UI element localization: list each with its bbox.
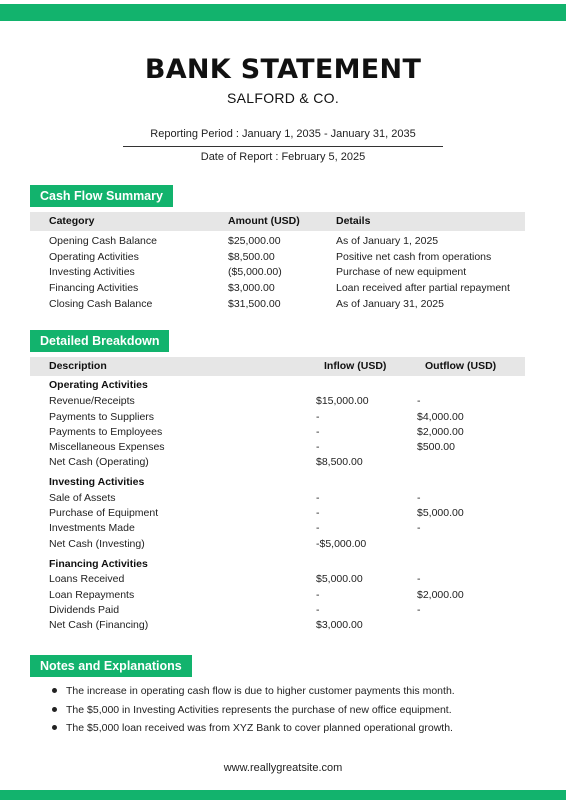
breakdown-table-header xyxy=(30,357,525,376)
breakdown-col-inflow: Inflow (USD) xyxy=(324,360,387,372)
summary-amount: ($5,000.00) xyxy=(228,266,282,278)
table-row xyxy=(30,234,525,249)
note-text: The $5,000 in Investing Activities represents the purchase of new office equipment. xyxy=(66,703,452,716)
summary-amount: $3,000.00 xyxy=(228,282,275,294)
breakdown-inflow: -$5,000.00 xyxy=(316,537,367,550)
table-row xyxy=(30,537,525,552)
note-text: The increase in operating cash flow is due to higher customer payments this month. xyxy=(66,685,455,697)
table-row xyxy=(30,297,525,312)
breakdown-outflow: $4,000.00 xyxy=(417,410,464,423)
breakdown-description: Loan Repayments xyxy=(49,588,135,601)
group-title-financing: Financing Activities xyxy=(49,558,148,570)
table-row xyxy=(30,250,525,265)
breakdown-description: Sale of Assets xyxy=(49,491,116,504)
summary-category: Opening Cash Balance xyxy=(49,235,157,247)
table-row xyxy=(30,618,525,633)
summary-category: Closing Cash Balance xyxy=(49,298,153,310)
table-row xyxy=(30,572,525,587)
breakdown-description: Net Cash (Operating) xyxy=(49,456,149,468)
list-item xyxy=(50,703,530,722)
footer-website: www.reallygreatsite.com xyxy=(223,762,343,774)
table-row xyxy=(30,281,525,296)
summary-col-details: Details xyxy=(336,215,371,227)
breakdown-description: Net Cash (Financing) xyxy=(49,619,149,631)
breakdown-outflow: - xyxy=(417,522,421,534)
breakdown-description: Payments to Suppliers xyxy=(49,410,155,423)
bullet-icon xyxy=(52,688,57,693)
reporting-period: Reporting Period : January 1, 2035 - January 31, 2035 xyxy=(150,128,416,140)
summary-amount: $31,500.00 xyxy=(228,298,281,310)
summary-col-category: Category xyxy=(49,215,95,227)
table-row xyxy=(30,425,525,440)
breakdown-inflow: $8,500.00 xyxy=(316,456,363,468)
list-item xyxy=(50,721,530,740)
breakdown-description: Net Cash (Investing) xyxy=(49,537,145,550)
breakdown-inflow: $15,000.00 xyxy=(316,395,369,407)
header-divider xyxy=(123,146,443,147)
breakdown-inflow: - xyxy=(316,507,320,519)
notes-list xyxy=(50,684,530,740)
section-title-notes: Notes and Explanations xyxy=(30,655,192,677)
table-row xyxy=(30,521,525,536)
summary-details: As of January 31, 2025 xyxy=(336,298,444,310)
breakdown-outflow: $5,000.00 xyxy=(417,507,464,519)
summary-amount: $25,000.00 xyxy=(228,235,281,247)
breakdown-inflow: $5,000.00 xyxy=(316,573,363,585)
company-name: SALFORD & CO. xyxy=(226,90,340,106)
table-row xyxy=(30,440,525,455)
breakdown-col-outflow: Outflow (USD) xyxy=(425,360,497,372)
breakdown-inflow: - xyxy=(316,522,320,534)
summary-details: Loan received after partial repayment xyxy=(336,282,510,294)
breakdown-description: Revenue/Receipts xyxy=(49,395,135,407)
group-title-investing: Investing Activities xyxy=(49,476,145,488)
section-title-cash-flow-summary: Cash Flow Summary xyxy=(30,185,173,207)
breakdown-col-description: Description xyxy=(49,360,107,372)
breakdown-inflow: - xyxy=(316,603,320,616)
section-title-detailed-breakdown: Detailed Breakdown xyxy=(30,330,169,352)
breakdown-description: Payments to Employees xyxy=(49,426,163,438)
breakdown-outflow: - xyxy=(417,603,421,616)
table-row xyxy=(30,455,525,470)
breakdown-outflow: - xyxy=(417,491,421,504)
breakdown-inflow: - xyxy=(316,426,320,438)
breakdown-description: Loans Received xyxy=(49,573,125,585)
breakdown-inflow: $3,000.00 xyxy=(316,619,363,631)
report-date: Date of Report : February 5, 2025 xyxy=(200,151,366,163)
summary-table-header xyxy=(30,212,525,231)
table-row xyxy=(30,394,525,409)
breakdown-inflow: - xyxy=(316,441,320,453)
table-row xyxy=(30,265,525,280)
table-row xyxy=(30,588,525,603)
breakdown-description: Purchase of Equipment xyxy=(49,507,159,519)
summary-details: Positive net cash from operations xyxy=(336,250,492,263)
list-item xyxy=(50,684,530,703)
breakdown-description: Investments Made xyxy=(49,522,135,534)
table-row xyxy=(30,506,525,521)
note-text: The $5,000 loan received was from XYZ Bank to cover planned operational growth. xyxy=(66,722,453,734)
breakdown-outflow: $500.00 xyxy=(417,441,455,453)
breakdown-description: Miscellaneous Expenses xyxy=(49,441,165,453)
breakdown-inflow: - xyxy=(316,410,320,423)
breakdown-outflow: - xyxy=(417,573,421,585)
breakdown-inflow: - xyxy=(316,491,320,504)
breakdown-outflow: $2,000.00 xyxy=(417,588,464,601)
bullet-icon xyxy=(52,725,57,730)
table-row xyxy=(30,603,525,618)
summary-category: Operating Activities xyxy=(49,250,139,263)
summary-details: As of January 1, 2025 xyxy=(336,235,439,247)
summary-category: Financing Activities xyxy=(49,282,139,294)
top-accent-bar xyxy=(0,4,566,21)
summary-col-amount: Amount (USD) xyxy=(228,215,300,227)
summary-amount: $8,500.00 xyxy=(228,250,275,263)
breakdown-inflow: - xyxy=(316,588,320,601)
breakdown-outflow: $2,000.00 xyxy=(417,426,464,438)
breakdown-outflow: - xyxy=(417,395,421,407)
table-row xyxy=(30,410,525,425)
summary-details: Purchase of new equipment xyxy=(336,266,467,278)
breakdown-description: Dividends Paid xyxy=(49,603,120,616)
table-row xyxy=(30,491,525,506)
bottom-accent-bar xyxy=(0,790,566,800)
bullet-icon xyxy=(52,707,57,712)
document-title: BANK STATEMENT xyxy=(144,54,422,85)
group-title-operating: Operating Activities xyxy=(49,379,148,391)
summary-category: Investing Activities xyxy=(49,266,135,278)
